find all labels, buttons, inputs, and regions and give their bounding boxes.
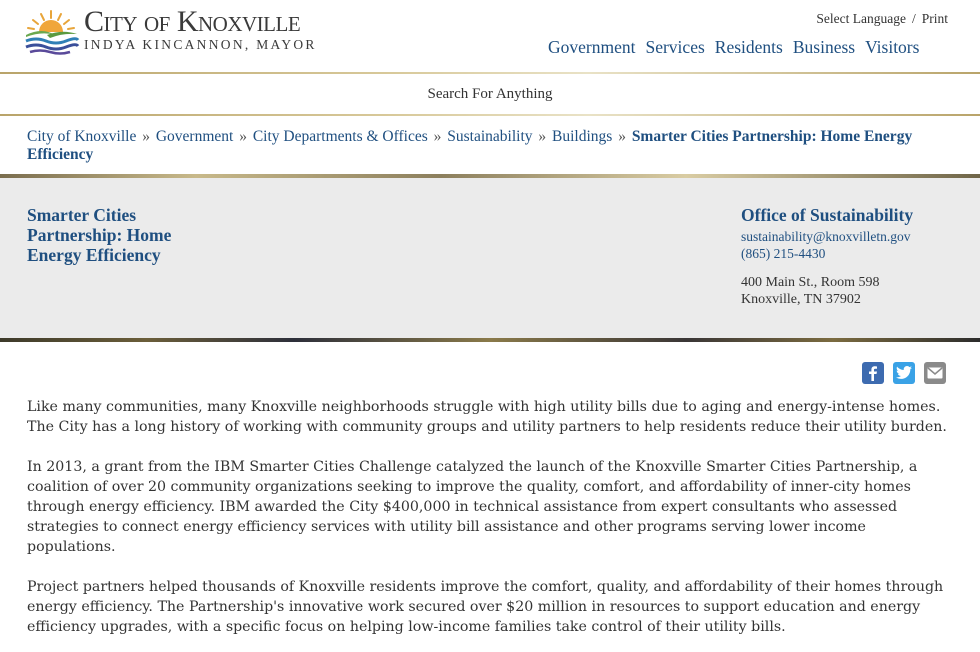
breadcrumb-separator: » [538,128,547,145]
breadcrumb-city[interactable]: City of Knoxville [27,128,137,145]
logo-subtitle: INDYA KINCANNON, MAYOR [84,37,317,52]
office-contact [741,205,961,308]
breadcrumb-departments[interactable]: City Departments & Offices [252,128,428,145]
main-nav [548,37,919,58]
twitter-icon [896,366,912,380]
email-share-button[interactable] [924,362,946,384]
breadcrumb-separator: » [433,128,442,145]
breadcrumb-separator: » [142,128,150,145]
twitter-share-button[interactable] [893,362,915,384]
nav-government[interactable]: Government [548,37,636,57]
content-paragraph: Like many communities, many Knoxville neighborhoods struggle with high utility bills due to aging and energy-intense homes. The City has a long history of working with community groups and utility partners to help residents reduce their utility burden. [27,399,947,435]
breadcrumb [27,128,947,164]
office-name: Office of Sustainability [741,205,914,225]
utility-links [816,11,948,27]
facebook-icon [866,365,880,381]
breadcrumb-sustainability[interactable]: Sustainability [447,128,533,145]
main-content [27,397,952,652]
banner-strip-bottom [0,338,980,342]
breadcrumb-separator: » [618,128,626,145]
nav-business[interactable]: Business [792,37,856,57]
city-logo[interactable] [22,7,322,57]
envelope-icon [927,367,943,379]
logo-title: City of Knoxville [84,5,301,38]
content-paragraph: In 2013, a grant from the IBM Smarter Cities Challenge catalyzed the launch of the Knoxville Smarter Cities Partnership, a coalition of over 20 community organizations seeking to improve the quality, comfort, and affordability of inner-city homes through energy efficiency. IBM awarded the City $400,000 in technical assistance from expert consultants who assessed strategies to connect energy efficiency services with utility bill assistance and other programs serving lower income populations. [27,459,918,555]
office-phone-link[interactable]: (865) 215-4430 [741,246,826,261]
office-address [741,274,961,308]
sun-river-logo-icon [22,7,80,55]
breadcrumb-separator: » [239,128,247,145]
nav-services[interactable]: Services [645,37,705,57]
nav-residents[interactable]: Residents [714,37,783,57]
office-email-link[interactable]: sustainability@knoxvilletn.gov [741,229,911,244]
address-line-1: 400 Main St., Room 598 [741,275,880,290]
content-paragraph: Project partners helped thousands of Knoxville residents improve the comfort, quality, and affordability of their homes through energy efficiency. The Partnership's innovative work secured over $20 million in resources to support education and energy efficiency upgrades, with a specific focus on helping low-income families take control of their utility bills. [27,579,944,635]
breadcrumb-buildings[interactable]: Buildings [552,128,613,145]
search-bar[interactable] [0,74,980,114]
print-link[interactable]: Print [921,11,948,26]
page-info-panel [0,178,980,338]
site-header [0,0,980,72]
search-divider [0,114,980,116]
page-title: Smarter Cities Partnership: Home Energy Efficiency [27,205,172,265]
share-buttons [862,362,946,384]
utility-separator: / [911,11,916,26]
search-label[interactable]: Search For Anything [427,85,553,102]
select-language-link[interactable]: Select Language [816,11,906,26]
address-line-2: Knoxville, TN 37902 [741,292,861,307]
nav-visitors[interactable]: Visitors [865,37,920,57]
breadcrumb-current: Smarter Cities Partnership: Home Energy Efficiency [27,128,913,163]
facebook-share-button[interactable] [862,362,884,384]
breadcrumb-government[interactable]: Government [155,128,234,145]
